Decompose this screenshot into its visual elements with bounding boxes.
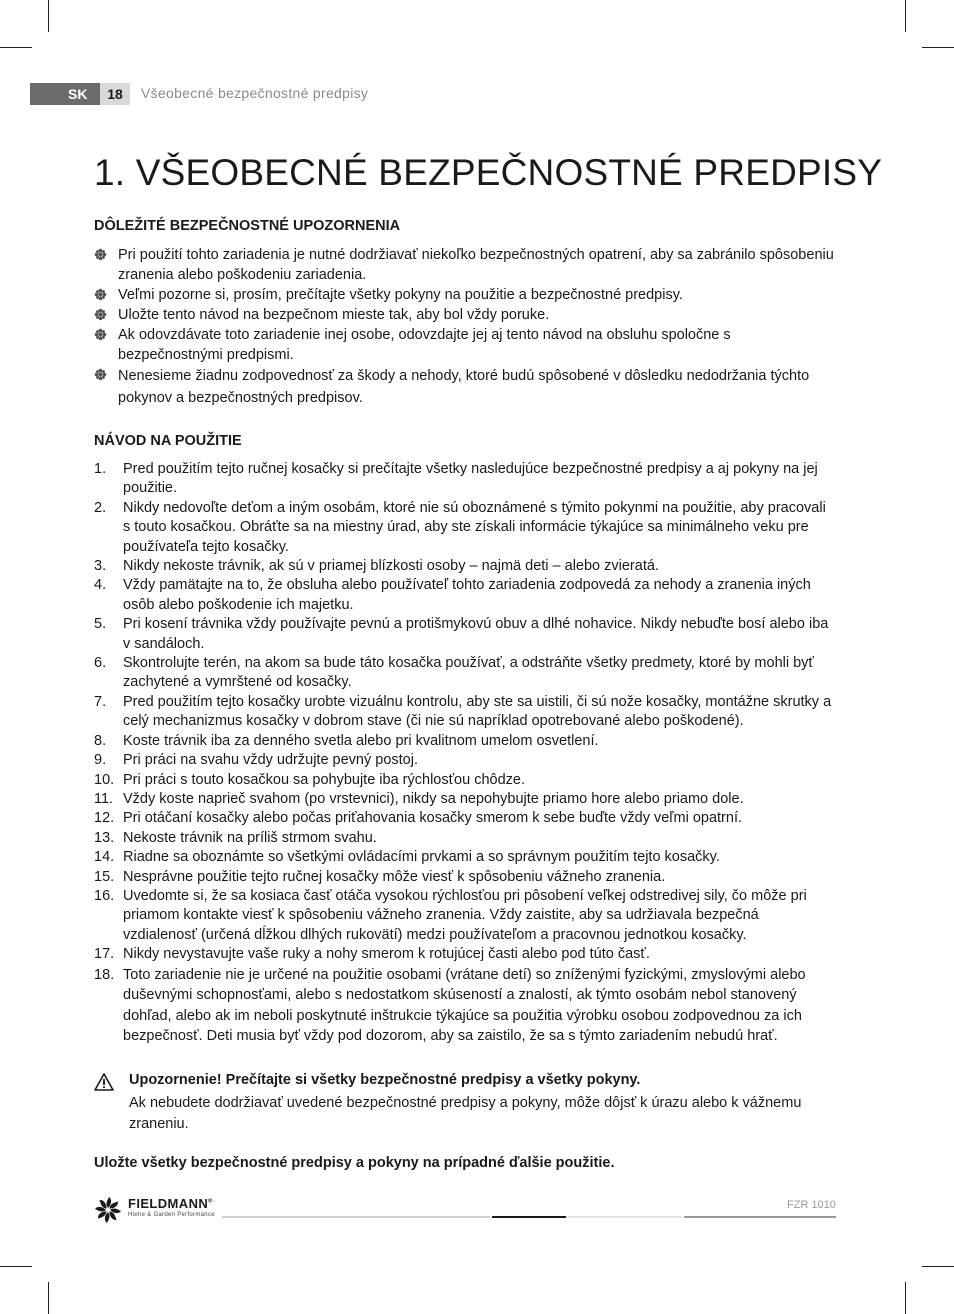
crop-mark bbox=[905, 1282, 906, 1314]
item-text: Pred použitím tejto kosačky urobte vizuálnu kontrolu, aby ste sa uistili, či sú nože kosačky, montážne skrutky a celý mechanizmus kosačky v dobrom stave (či nie sú napríklad opotrebované alebo poškodené). bbox=[123, 693, 832, 730]
important-item: Pri použití tohto zariadenia je nutné dodržiavať niekoľko bezpečnostných opatrení, aby sa zabránilo spôsobeniu zranenia alebo poškodeniu zariadenia. bbox=[94, 245, 834, 285]
crop-mark bbox=[48, 0, 49, 32]
footer-line bbox=[566, 1216, 682, 1218]
item-number: 15. bbox=[94, 868, 115, 885]
brand-tagline: Home & Garden Performance bbox=[128, 1212, 215, 1218]
section-name: Všeobecné bezpečnostné predpisy bbox=[141, 85, 369, 101]
flower-bullet-icon bbox=[94, 308, 107, 321]
footer-line bbox=[684, 1216, 836, 1218]
footer-line bbox=[492, 1216, 566, 1218]
usage-heading: NÁVOD NA POUŽITIE bbox=[94, 433, 242, 449]
flower-bullet-icon bbox=[94, 328, 107, 341]
usage-item bbox=[94, 829, 836, 848]
item-number: 14. bbox=[94, 849, 115, 866]
flower-bullet-icon bbox=[94, 248, 107, 261]
item-number: 18. bbox=[94, 966, 115, 983]
item-number: 3. bbox=[94, 558, 107, 575]
usage-item bbox=[94, 965, 836, 1047]
flower-bullet-icon bbox=[94, 368, 107, 381]
item-number: 6. bbox=[94, 655, 107, 672]
item-number: 2. bbox=[94, 499, 107, 516]
crop-mark bbox=[922, 47, 954, 48]
usage-item bbox=[94, 945, 836, 964]
warning-title: Upozornenie! Prečítajte si všetky bezpečnostné predpisy a všetky pokyny. bbox=[129, 1072, 641, 1088]
model-number: FZR 1010 bbox=[787, 1199, 836, 1211]
item-text: Pred použitím tejto ručnej kosačky si prečítajte všetky nasledujúce bezpečnostné predpisy a aj pokyny na jej použitie. bbox=[123, 461, 818, 497]
item-text: Pri práci na svahu vždy udržujte pevný postoj. bbox=[123, 752, 418, 769]
usage-item bbox=[94, 751, 836, 770]
crop-mark bbox=[48, 1282, 49, 1314]
item-text: Nikdy nevystavujte vaše ruky a nohy smerom k rotujúcej časti alebo pod túto časť. bbox=[123, 946, 650, 963]
item-number: 8. bbox=[94, 732, 107, 749]
page-number: 18 bbox=[100, 83, 130, 105]
usage-item bbox=[94, 693, 836, 732]
item-text: Nekoste trávnik na príliš strmom svahu. bbox=[123, 829, 377, 846]
brand-name: FIELDMANN® bbox=[128, 1196, 213, 1211]
usage-item bbox=[94, 615, 836, 654]
item-number: 1. bbox=[94, 461, 107, 477]
usage-item bbox=[94, 771, 836, 790]
usage-item bbox=[94, 848, 836, 867]
crop-mark bbox=[922, 1266, 954, 1267]
item-number: 7. bbox=[94, 693, 107, 710]
item-text: Riadne sa oboznámte so všetkými ovládacími prvkami a so správnym použitím tejto kosačky. bbox=[123, 849, 720, 866]
usage-item bbox=[94, 557, 836, 576]
item-text: Nikdy nedovoľte deťom a iným osobám, ktoré nie sú oboznámené s týmito pokynmi na použitie, aby pracovali s touto kosačkou. Obráťte sa na miestny úrad, aby ste získali informácie týkajúce sa minimálneho veku pre používateľa tejto kosačky. bbox=[123, 499, 826, 555]
warning-triangle-icon bbox=[94, 1073, 114, 1091]
item-text: Pri otáčaní kosačky alebo počas priťahovania kosačky smerom k sebe buďte vždy veľmi opatrní. bbox=[123, 810, 743, 827]
item-number: 12. bbox=[94, 810, 115, 827]
item-number: 4. bbox=[94, 577, 107, 594]
item-text: Vždy pamätajte na to, že obsluha alebo používateľ tohto zariadenia zodpovedá za nehody a zranenia iných osôb alebo poškodenie ich majetku. bbox=[123, 577, 811, 613]
important-item: Uložte tento návod na bezpečnom mieste tak, aby bol vždy poruke. bbox=[94, 305, 834, 325]
item-number: 9. bbox=[94, 752, 107, 769]
item-number: 10. bbox=[94, 771, 115, 788]
flower-bullet-icon bbox=[94, 288, 107, 301]
crop-mark bbox=[905, 0, 906, 32]
brand-flower-icon bbox=[94, 1196, 122, 1224]
usage-item bbox=[94, 790, 836, 809]
item-text: Skontrolujte terén, na akom sa bude táto kosačka používať, a odstráňte všetky predmety, ktoré by mohli byť zachytené a vymrštené od kosačky. bbox=[123, 655, 814, 691]
item-text: Koste trávnik iba za denného svetla alebo pri kvalitnom umelom osvetlení. bbox=[123, 732, 599, 749]
item-text: Nesprávne použitie tejto ručnej kosačky môže viesť k spôsobeniu vážneho zranenia. bbox=[123, 868, 666, 885]
crop-mark bbox=[0, 47, 32, 48]
important-item: Ak odovzdávate toto zariadenie inej osobe, odovzdajte jej aj tento návod na obsluhu spoločne s bezpečnostnými predpismi. bbox=[94, 325, 834, 365]
usage-item bbox=[94, 654, 836, 693]
usage-item bbox=[94, 499, 836, 557]
item-text: Vždy koste naprieč svahom (po vrstevnici), nikdy sa nepohybujte priamo hore alebo priamo dole. bbox=[123, 790, 744, 807]
usage-item bbox=[94, 732, 836, 751]
item-number: 11. bbox=[94, 790, 114, 807]
item-text: Nikdy nekoste trávnik, ak sú v priamej blízkosti osoby – najmä deti – alebo zvieratá. bbox=[123, 558, 659, 575]
item-text: Toto zariadenie nie je určené na použitie osobami (vrátane detí) so zníženými fyzickými, zmyslovými alebo duševnými schopnosťami, alebo s nedostatkom skúseností a znalostí, ak týmto osobám nebol stanovený dohľad, alebo ak im neboli poskytnuté inštrukcie týkajúce sa použitia výrobku osobou zodpovednou za ich bezpečnosť. Deti musia byť vždy pod dozorom, aby sa zaistilo, že sa s týmto zariadením nebudú hrať. bbox=[123, 966, 806, 1045]
footer-line bbox=[222, 1216, 490, 1218]
important-item: Veľmi pozorne si, prosím, prečítajte všetky pokyny na použitie a bezpečnostné predpisy. bbox=[94, 285, 834, 305]
important-item: Nenesieme žiadnu zodpovednosť za škody a nehody, ktoré budú spôsobené v dôsledku nedodržania týchto pokynov a bezpečnostných predpisov. bbox=[94, 365, 834, 409]
page-title: 1. VŠEOBECNÉ BEZPEČNOSTNÉ PREDPISY bbox=[94, 152, 883, 193]
usage-item bbox=[94, 868, 836, 887]
important-list bbox=[94, 245, 834, 409]
item-number: 16. bbox=[94, 887, 115, 904]
important-heading: DÔLEŽITÉ BEZPEČNOSTNÉ UPOZORNENIA bbox=[94, 218, 401, 234]
usage-item bbox=[94, 887, 836, 945]
brand-logo bbox=[94, 1193, 224, 1227]
usage-item bbox=[94, 460, 836, 499]
warning-body: Ak nebudete dodržiavať uvedené bezpečnostné predpisy a pokyny, môže dôjsť k úrazu alebo k vážnemu zraneniu. bbox=[129, 1095, 802, 1132]
item-number: 13. bbox=[94, 829, 115, 846]
crop-mark bbox=[0, 1266, 32, 1267]
item-text: Pri kosení trávnika vždy používajte pevnú a protišmykovú obuv a dlhé nohavice. Nikdy nebuďte bosí alebo iba v sandáloch. bbox=[123, 616, 829, 652]
final-note: Uložte všetky bezpečnostné predpisy a pokyny na prípadné ďalšie použitie. bbox=[94, 1155, 615, 1171]
item-number: 17. bbox=[94, 946, 115, 963]
language-code: SK bbox=[68, 86, 88, 102]
usage-list bbox=[94, 460, 836, 1047]
usage-item bbox=[94, 576, 836, 615]
usage-item bbox=[94, 809, 836, 828]
item-text: Pri práci s touto kosačkou sa pohybujte iba rýchlosťou chôdze. bbox=[123, 771, 525, 788]
item-text: Uvedomte si, že sa kosiaca časť otáča vysokou rýchlosťou pri pôsobení veľkej odstredivej sily, čo môže pri priamom kontakte viesť k spôsobeniu vážneho zranenia. Vždy zaistite, aby sa udržiavala bezpečná vzdialenosť (určená dĺžkou dlhých rukovätí) medzi používateľom a pracovnou jednotkou kosačky. bbox=[123, 887, 807, 943]
item-number: 5. bbox=[94, 616, 107, 633]
